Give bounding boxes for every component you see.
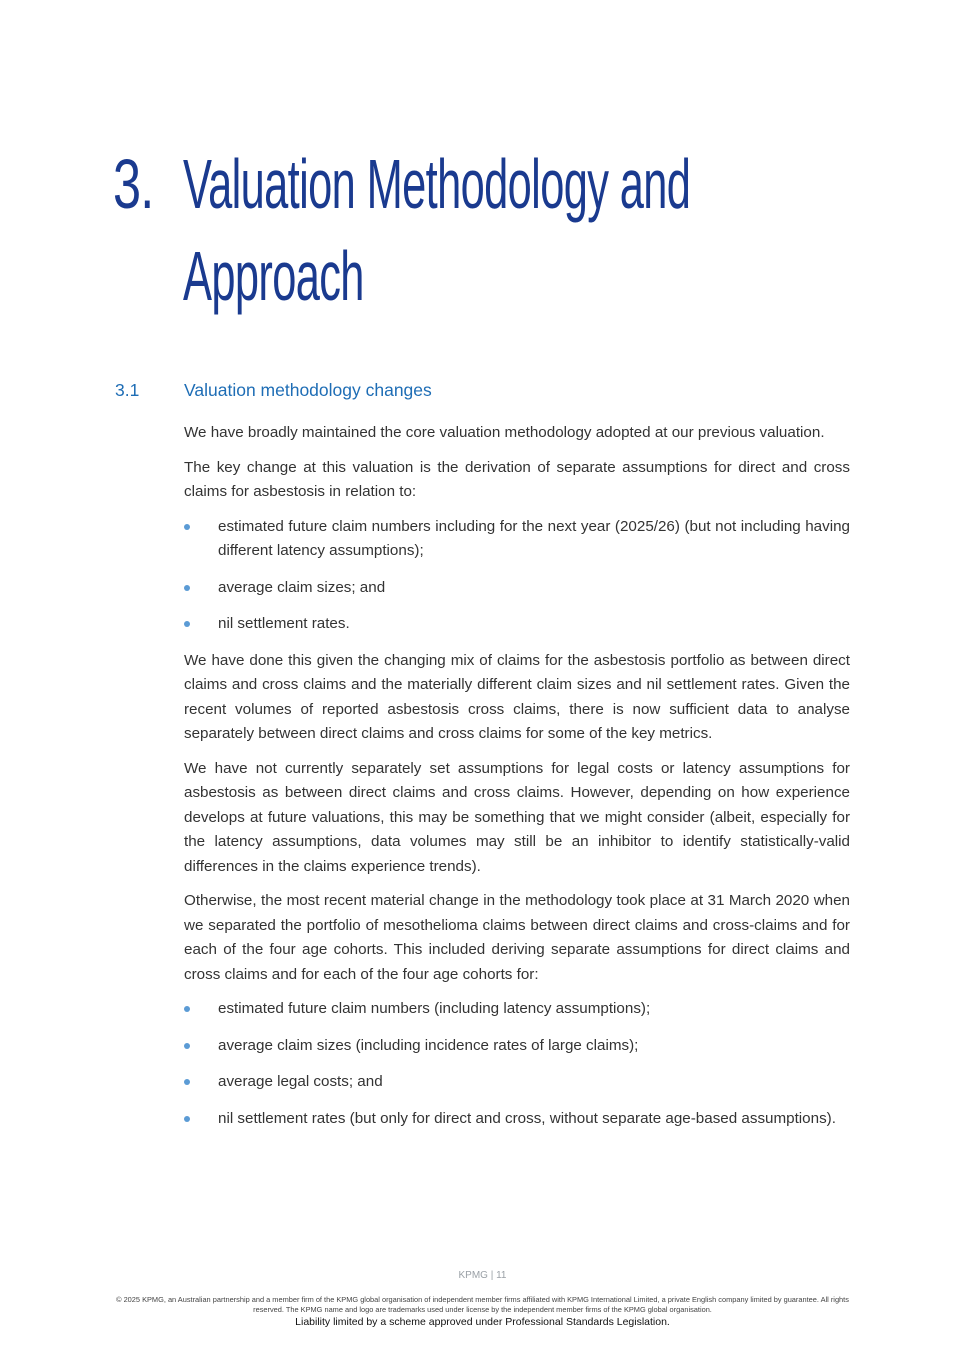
list-item-text: average claim sizes (including incidence rates of large claims); [218, 1036, 639, 1054]
section-title: Valuation methodology changes [184, 380, 432, 400]
bullet-icon [184, 524, 190, 530]
bullet-list-mesothelioma [184, 997, 850, 1131]
list-item [184, 612, 850, 637]
list-item [184, 1107, 850, 1132]
bullet-icon [184, 1006, 190, 1012]
bullet-list-asbestosis [184, 515, 850, 637]
chapter-title [183, 138, 741, 322]
section-number: 3.1 [115, 380, 140, 400]
bullet-icon [184, 1079, 190, 1085]
list-item-text: estimated future claim numbers including for the next year (2025/26) (but not including having different latency assumptions); [218, 517, 850, 559]
bullet-icon [184, 1043, 190, 1049]
bullet-icon [184, 1116, 190, 1122]
copyright-notice: © 2025 KPMG, an Australian partnership and a member firm of the KPMG global organisation of independent member firms affiliated with KPMG International Limited, a private English company limited by guarantee. All rights reserved. The KPMG name and logo are trademarks used under license by the independent member firms of the KPMG global organisation. [116, 1295, 849, 1314]
page-number: KPMG | 11 [458, 1270, 507, 1281]
paragraph: The key change at this valuation is the derivation of separate assumptions for direct and cross claims for asbestosis in relation to: [184, 458, 850, 500]
list-item [184, 515, 850, 564]
chapter-number: 3. [113, 145, 154, 223]
liability-notice: Liability limited by a scheme approved under Professional Standards Legislation. [295, 1316, 670, 1328]
bullet-icon [184, 621, 190, 627]
paragraph: We have not currently separately set assumptions for legal costs or latency assumptions for asbestosis as between direct claims and cross claims. However, depending on how experience develops at future valuations, this may be something that we might consider (albeit, especially for the latency assumptions, data volumes may still be an inhibitor to identify statistically-valid differences in the claims experience trends). [184, 759, 850, 875]
list-item-text: nil settlement rates. [218, 615, 350, 632]
list-item [184, 1070, 850, 1095]
bullet-icon [184, 585, 190, 591]
paragraph: We have broadly maintained the core valuation methodology adopted at our previous valuation. [184, 424, 825, 441]
list-item [184, 576, 850, 601]
list-item-text: average claim sizes; and [218, 578, 386, 596]
list-item-text: average legal costs; and [218, 1073, 383, 1090]
list-item-text: nil settlement rates (but only for direct and cross, without separate age-based assumptions). [218, 1109, 836, 1127]
section-body [184, 421, 850, 1143]
list-item [184, 1034, 850, 1059]
paragraph: We have done this given the changing mix of claims for the asbestosis portfolio as between direct claims and cross claims and the materially different claim sizes and nil settlement rates. Given the recent volumes of reported asbestosis cross claims, there is now sufficient data to analyse separately between direct claims and cross claims for some of the key metrics. [184, 651, 850, 742]
list-item [184, 997, 850, 1022]
paragraph: Otherwise, the most recent material change in the methodology took place at 31 March 2020 when we separated the portfolio of mesothelioma claims between direct claims and cross-claims and for each of the four age cohorts. This included deriving separate assumptions for direct claims and cross claims and for each of the four age cohorts for: [184, 892, 850, 983]
chapter-title-line-2: Approach [183, 237, 364, 315]
list-item-text: estimated future claim numbers (including latency assumptions); [218, 1000, 651, 1017]
chapter-title-line-1: Valuation Methodology and [183, 145, 691, 223]
